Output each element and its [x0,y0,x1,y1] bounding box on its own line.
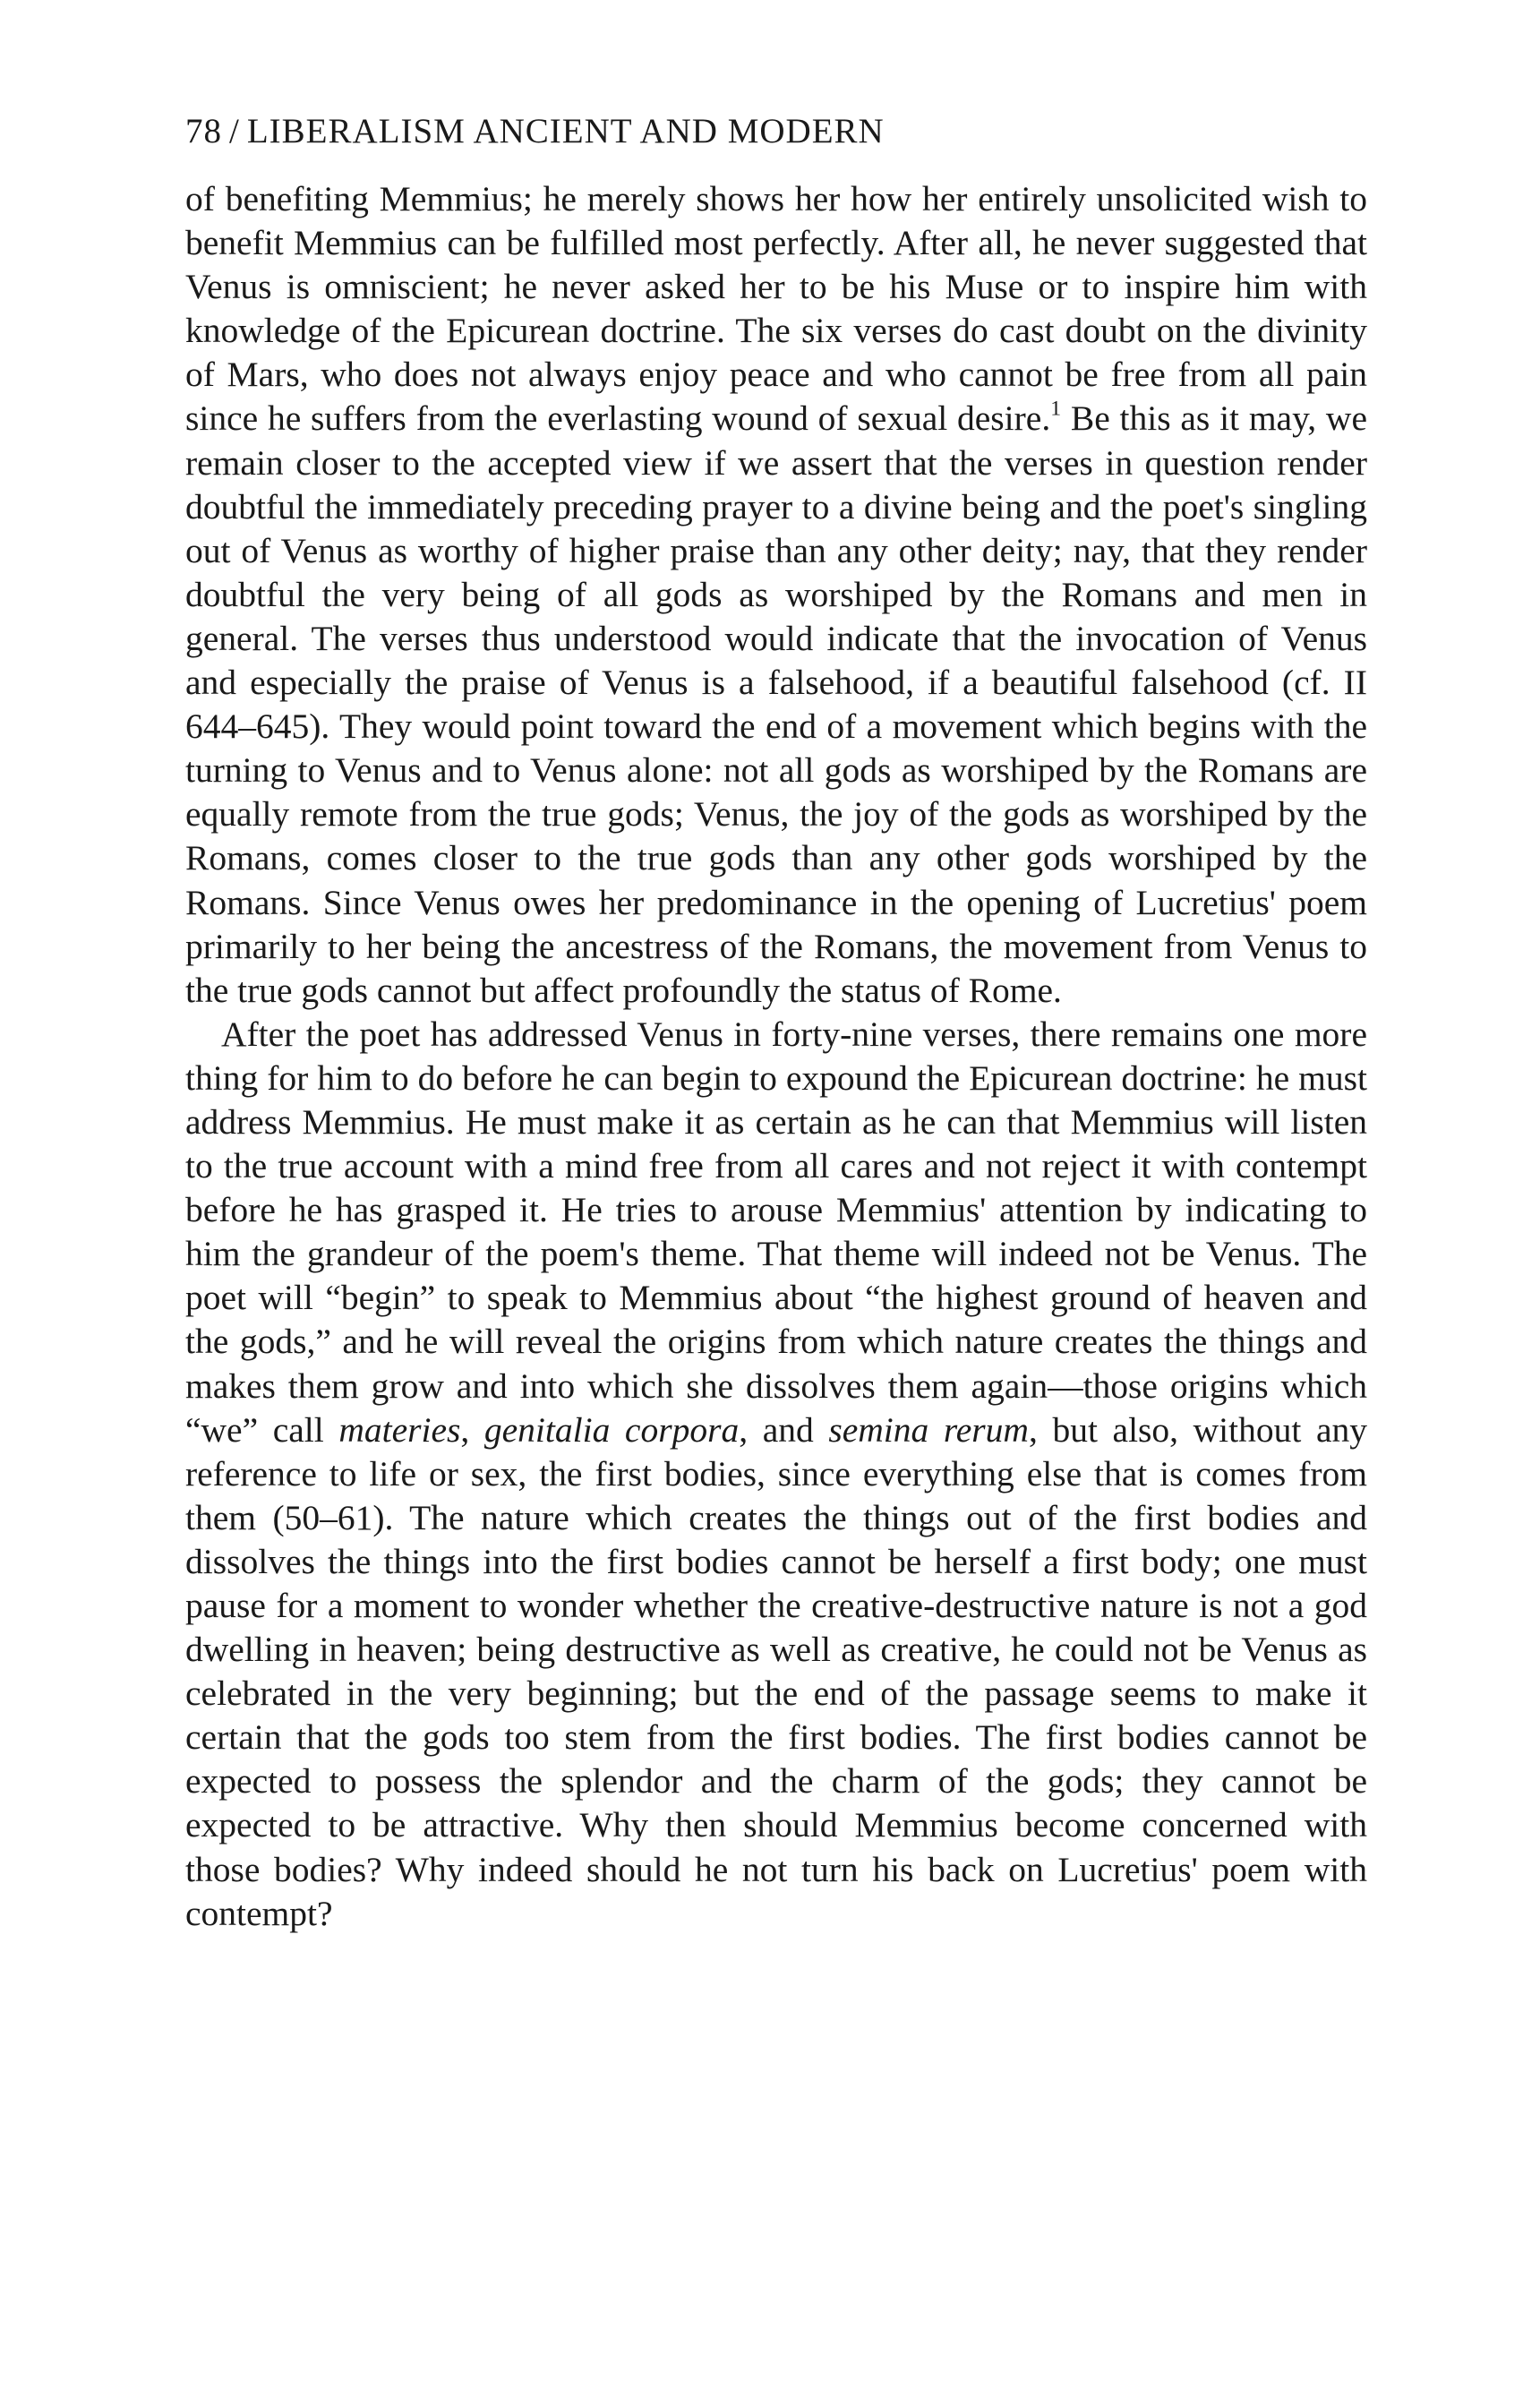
paragraph-1-part-2: Be this as it may, we remain closer to the accepted view if we assert that the verses in question render doubtful the immediately preceding prayer to a divine being and the poet's singling out of Venus as worthy of higher praise than any other deity; nay, that they render doubtful the very being of all gods as worshiped by the Romans and men in general. The verses thus understood would indicate that the invocation of Venus and especially the praise of Venus is a falsehood, if a beautiful falsehood (cf. II 644–645). They would point toward the end of a movement which begins with the turning to Venus and to Venus alone: not all gods as worshiped by the Romans are equally remote from the true gods; Venus, the joy of the gods as worshiped by the Romans, comes closer to the true gods than any other gods worshiped by the Romans. Since Venus owes her predominance in the opening of Lucretius' poem primarily to her being the ancestress of the Romans, the movement from Venus to the true gods cannot but affect profoundly the status of Rome. [185,398,1367,1010]
body-text [185,177,1367,1936]
latin-term-genitalia-corpora: genitalia corpora [483,1409,740,1450]
book-page [185,109,1367,1936]
paragraph-2-part-4: , but also, without any reference to life or sex, the first bodies, since everything else that is comes from them (50–61). The nature which creates the things out of the first bodies and dissolves the things into the first bodies cannot be herself a first body; one must pause for a moment to wonder whether the creative-destructive nature is not a god dwelling in heaven; being destructive as well as creative, he could not be Venus as celebrated in the very beginning; but the end of the passage seems to make it certain that the gods too stem from the first bodies. The first bodies cannot be expected to possess the splendor and the charm of the gods; they cannot be expected to be attractive. Why then should Memmius become concerned with those bodies? Why indeed should he not turn his back on Lucretius' poem with contempt? [185,1409,1367,1933]
footnote-ref: 1 [1050,397,1062,421]
header-separator: / [229,112,240,150]
paragraph-1-part-1: of benefiting Memmius; he merely shows her how her entirely unsolicited wish to benefit Memmius can be fulfilled most perfectly. After all, he never suggested that Venus is omniscient; he never asked her to be his Muse or to inspire him with knowledge of the Epicurean doctrine. The six verses do cast doubt on the divinity of Mars, who does not always enjoy peace and who cannot be free from all pain since he suffers from the everlasting wound of sexual desire. [185,179,1367,439]
latin-term-semina-rerum: semina rerum [828,1409,1029,1450]
running-title: LIBERALISM ANCIENT AND MODERN [246,112,885,150]
paragraph-2-part-3: , and [739,1409,829,1450]
paragraph-2-part-2: , [460,1409,484,1450]
running-head [185,109,1367,154]
page-number: 78 [185,112,222,150]
latin-term-materies: materies [338,1409,461,1450]
paragraph-2-part-1: After the poet has addressed Venus in forty-nine verses, there remains one more thing for him to do before he can begin to expound the Epicurean doctrine: he must address Memmius. He must make it as certain as he can that Memmius will listen to the true account with a mind free from all cares and not reject it with contempt before he has grasped it. He tries to arouse Memmius' attention by indicating to him the grandeur of the poem's theme. That theme will indeed not be Venus. The poet will “begin” to speak to Memmius about “the highest ground of heaven and the gods,” and he will reveal the origins from which nature creates the things and makes them grow and into which she dissolves them again—those origins which “we” call [185,1014,1367,1450]
paragraph-1 [185,177,1367,1013]
paragraph-2 [185,1013,1367,1936]
